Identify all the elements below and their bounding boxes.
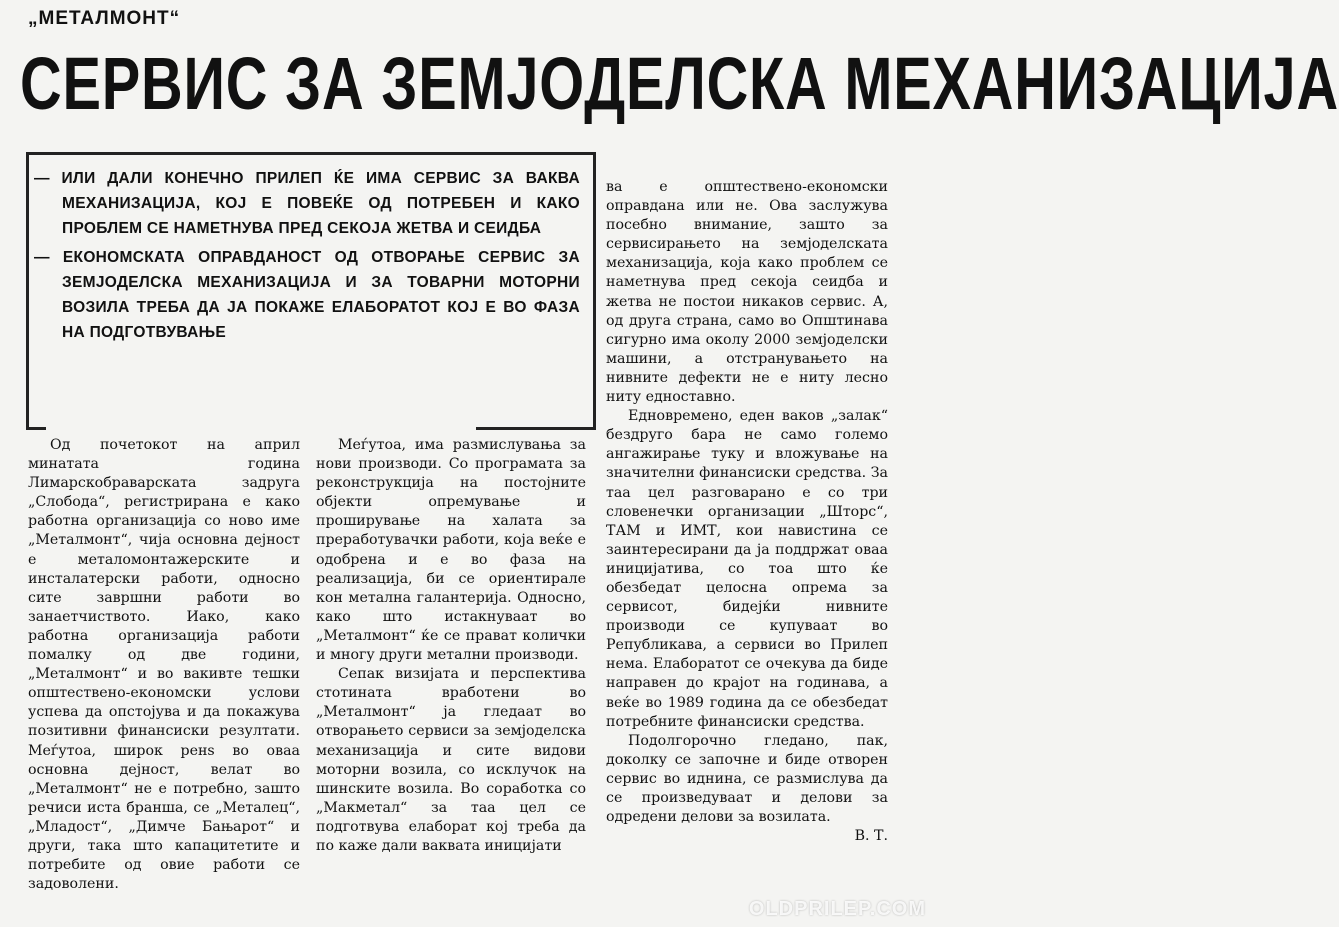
author-signature: В. Т. [854,828,888,845]
body-paragraph: ва е општествено-економски оправдана или не. Ова заслужува посебно внимание, зашто за сервисирањето на земјоделската механизација, која како проблем се наметнува пред секоја сеидба и жетва не постои никаков сервис. А, од друга страна, само во Општинава сигурно има околу 2000 земјоделски машини, а отстранувањето на нивните дефекти не е ниту лесно ниту едноставно. [606,179,888,406]
site-watermark: OLDPRILEP.COM [748,898,926,920]
frame-corner [26,427,46,430]
frame-corner [476,427,596,430]
body-paragraph: Меѓутоа, има размислувања за нови производи. Со програмата за реконструкција на постојните објекти опремување и проширување на халата за преработувачки работи, која веќе е одобрена и е во фаза на реализација, би се ориентирале кон метална галантерија. Односно, како што истакнуваат во „Металмонт“ ќе се прават колички и многу други метални производи. [316,437,586,664]
body-column-2 [316,436,586,856]
body-paragraph: Едновремено, еден ваков „залак“ бездруго бара не само големо ангажирање туку и вложување на значителни финансиски средства. За таа цел разговарано е со три словенечки организации „Шторс“, ТАМ и ИМТ, кои навистина се заинтересирани да ја поддржат оваа иницијатива, со тоа што ќе обезбедат целосна опрема за сервисот, бидејќи нивните производи се купуваат во Републикава, а сервиси во Прилеп нема. Елаборатот се очекува да биде направен до крајот на годинава, а веќе во 1989 година да се обезбедат потребните финансиски средства. [606,408,888,730]
deck-point: — ИЛИ ДАЛИ КОНЕЧНО ПРИЛЕП ЌЕ ИМА СЕРВИС ЗА ВАКВА МЕХАНИЗАЦИЈА, КОЈ Е ПОВЕЌЕ ОД ПОТРЕБЕН И КАКО ПРОБЛЕМ СЕ НАМЕТНУВА ПРЕД СЕКОЈА ЖЕТВА И СЕИДБА [34,170,580,237]
article-deck [34,166,580,349]
body-paragraph: Подолгорочно гледано, пак, доколку се започне и биде отворен сервис во иднина, се размислува да се произведуваат и делови за одредени делови за возилата. [606,732,888,826]
body-paragraph: Сепак визијата и перспектива стотината вработени во „Металмонт“ ја гледаат во отворањето сервиси за земјоделска механизација и сите видови моторни возила, со исклучок на шинските возила. Во соработка со „Макметал“ за таа цел се подготвува елаборат кој треба да по каже дали ваквата иницијати [316,666,586,854]
deck-point: — ЕКОНОМСКАТА ОПРАВДАНОСТ ОД ОТВОРАЊЕ СЕРВИС ЗА ЗЕМЈОДЕЛСКА МЕХАНИЗАЦИЈА И ЗА ТОВАРНИ МОТОРНИ ВОЗИЛА ТРЕБА ДА ЈА ПОКАЖЕ ЕЛАБОРАТОТ КОЈ Е ВО ФАЗА НА ПОДГОТВУВАЊЕ [34,249,580,341]
article-kicker: „МЕТАЛМОНТ“ [28,8,181,29]
article-headline: СЕРВИС ЗА ЗЕМЈОДЕЛСКА МЕХАНИЗАЦИЈА [20,42,1339,125]
body-column-3 [606,178,888,846]
body-column-1 [28,436,300,894]
body-paragraph: Од почетокот на април минатата година Лимарскобраварската задруга „Слобода“, регистрирана е како работна организација со ново име „Металмонт“, чија основна дејност е металомонтажерските и инсталатерски работи, односно сите завршни работи во занаетчиството. Иако, како работна организација работи помалку од две години, „Металмонт“ и во вакивте тешки општествено-економски услови успева да опстојува и да покажува позитивни финансиски резултати. Меѓутоа, широк ренѕ во оваа основна дејност, велат во „Металмонт“ не е потребно, зашто речиси иста бранша, се „Металец“, „Младост“, „Димче Бањарот“ и други, така што капацитетите и потребите од овие работи се задоволени. [28,437,300,893]
